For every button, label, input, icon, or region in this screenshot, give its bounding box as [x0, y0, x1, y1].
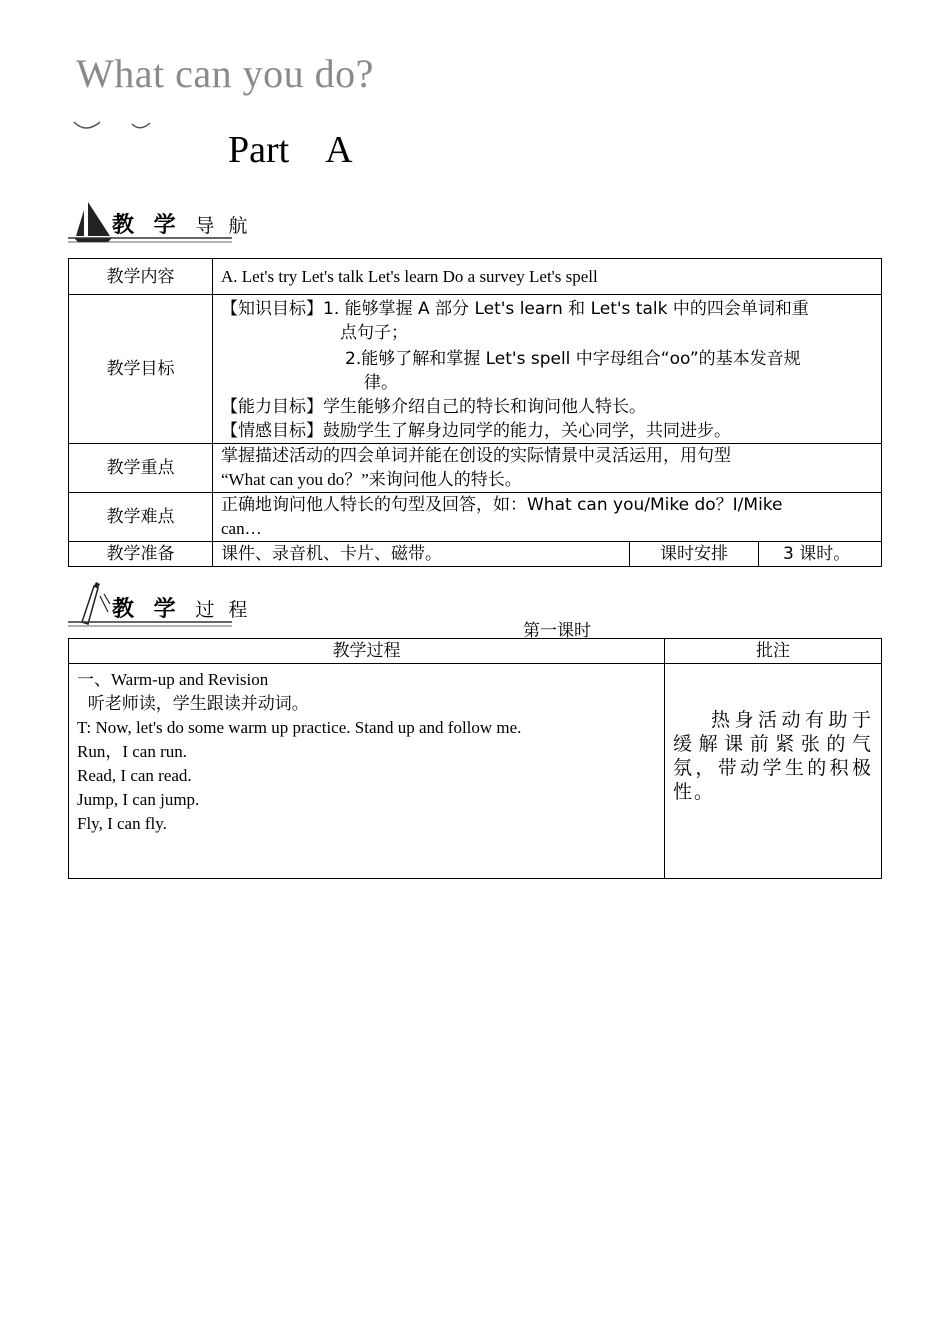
key-points-line1: 掌握描述活动的四会单词并能在创设的实际情景中灵活运用，用句型 — [221, 446, 731, 466]
banner-title: 教 学 过 程 — [112, 597, 252, 622]
process-line: Read, I can read. — [77, 766, 192, 785]
value-schedule: 3 课时。 — [759, 542, 882, 567]
note-cell — [665, 664, 882, 879]
ability-goal: 【能力目标】学生能够介绍自己的特长和询问他人特长。 — [221, 397, 646, 417]
process-line: 听老师读，学生跟读并动词。 — [77, 694, 309, 714]
knowledge-goal-1-cont: 点句子； — [340, 323, 408, 343]
banner-underline — [68, 620, 238, 628]
step-title: 一、Warm-up and Revision — [77, 670, 269, 689]
difficulties-line2: can… — [221, 519, 262, 538]
banner-underline — [68, 236, 238, 244]
header-notes: 批注 — [665, 639, 882, 664]
knowledge-goal-2-cont: 律。 — [364, 373, 398, 393]
banner-teaching-process — [68, 582, 252, 628]
value-content: A. Let's try Let's talk Let's learn Do a survey Let's spell — [213, 259, 882, 295]
teaching-guide-table — [68, 258, 882, 567]
key-points-line2: “What can you do？”来询问他人的特长。 — [221, 470, 522, 489]
process-line: T: Now, let's do some warm up practice. Stand up and follow me. — [77, 718, 522, 737]
label-objectives: 教学目标 — [69, 295, 213, 444]
note-text: 热身活动有助于缓解课前紧张的气氛，带动学生的积极性。 — [673, 709, 873, 803]
banner-title: 教 学 导 航 — [112, 213, 252, 238]
process-cell — [69, 664, 665, 879]
teaching-process-table — [68, 638, 882, 879]
label-difficulties: 教学难点 — [69, 493, 213, 542]
label-key-points: 教学重点 — [69, 444, 213, 493]
lesson-title: 第一课时 — [523, 621, 591, 641]
banner-teaching-guide — [68, 198, 252, 244]
page-title: What can you do? — [76, 51, 374, 96]
difficulties-line1: 正确地询问他人特长的句型及回答，如：What can you/Mike do？I/Mike — [221, 495, 783, 515]
emotion-goal: 【情感目标】鼓励学生了解身边同学的能力，关心同学，共同进步。 — [221, 421, 731, 441]
process-line: Fly, I can fly. — [77, 814, 167, 833]
page-subtitle: Part A — [228, 129, 353, 171]
knowledge-goal-2: 2.能够了解和掌握 Let's spell 中字母组合“oo”的基本发音规 — [345, 349, 801, 369]
label-preparation: 教学准备 — [69, 542, 213, 567]
knowledge-goal-1: 【知识目标】1. 能够掌握 A 部分 Let's learn 和 Let's talk 中的四会单词和重 — [221, 299, 809, 319]
key-points-cell — [213, 444, 882, 493]
header-process: 教学过程 — [69, 639, 665, 664]
label-content: 教学内容 — [69, 259, 213, 295]
difficulties-cell — [213, 493, 882, 542]
label-schedule: 课时安排 — [630, 542, 759, 567]
process-line: Run，I can run. — [77, 742, 188, 761]
decorative-arcs — [70, 104, 170, 134]
value-preparation: 课件、录音机、卡片、磁带。 — [213, 542, 630, 567]
objectives-cell — [213, 295, 882, 444]
process-line: Jump, I can jump. — [77, 790, 200, 809]
